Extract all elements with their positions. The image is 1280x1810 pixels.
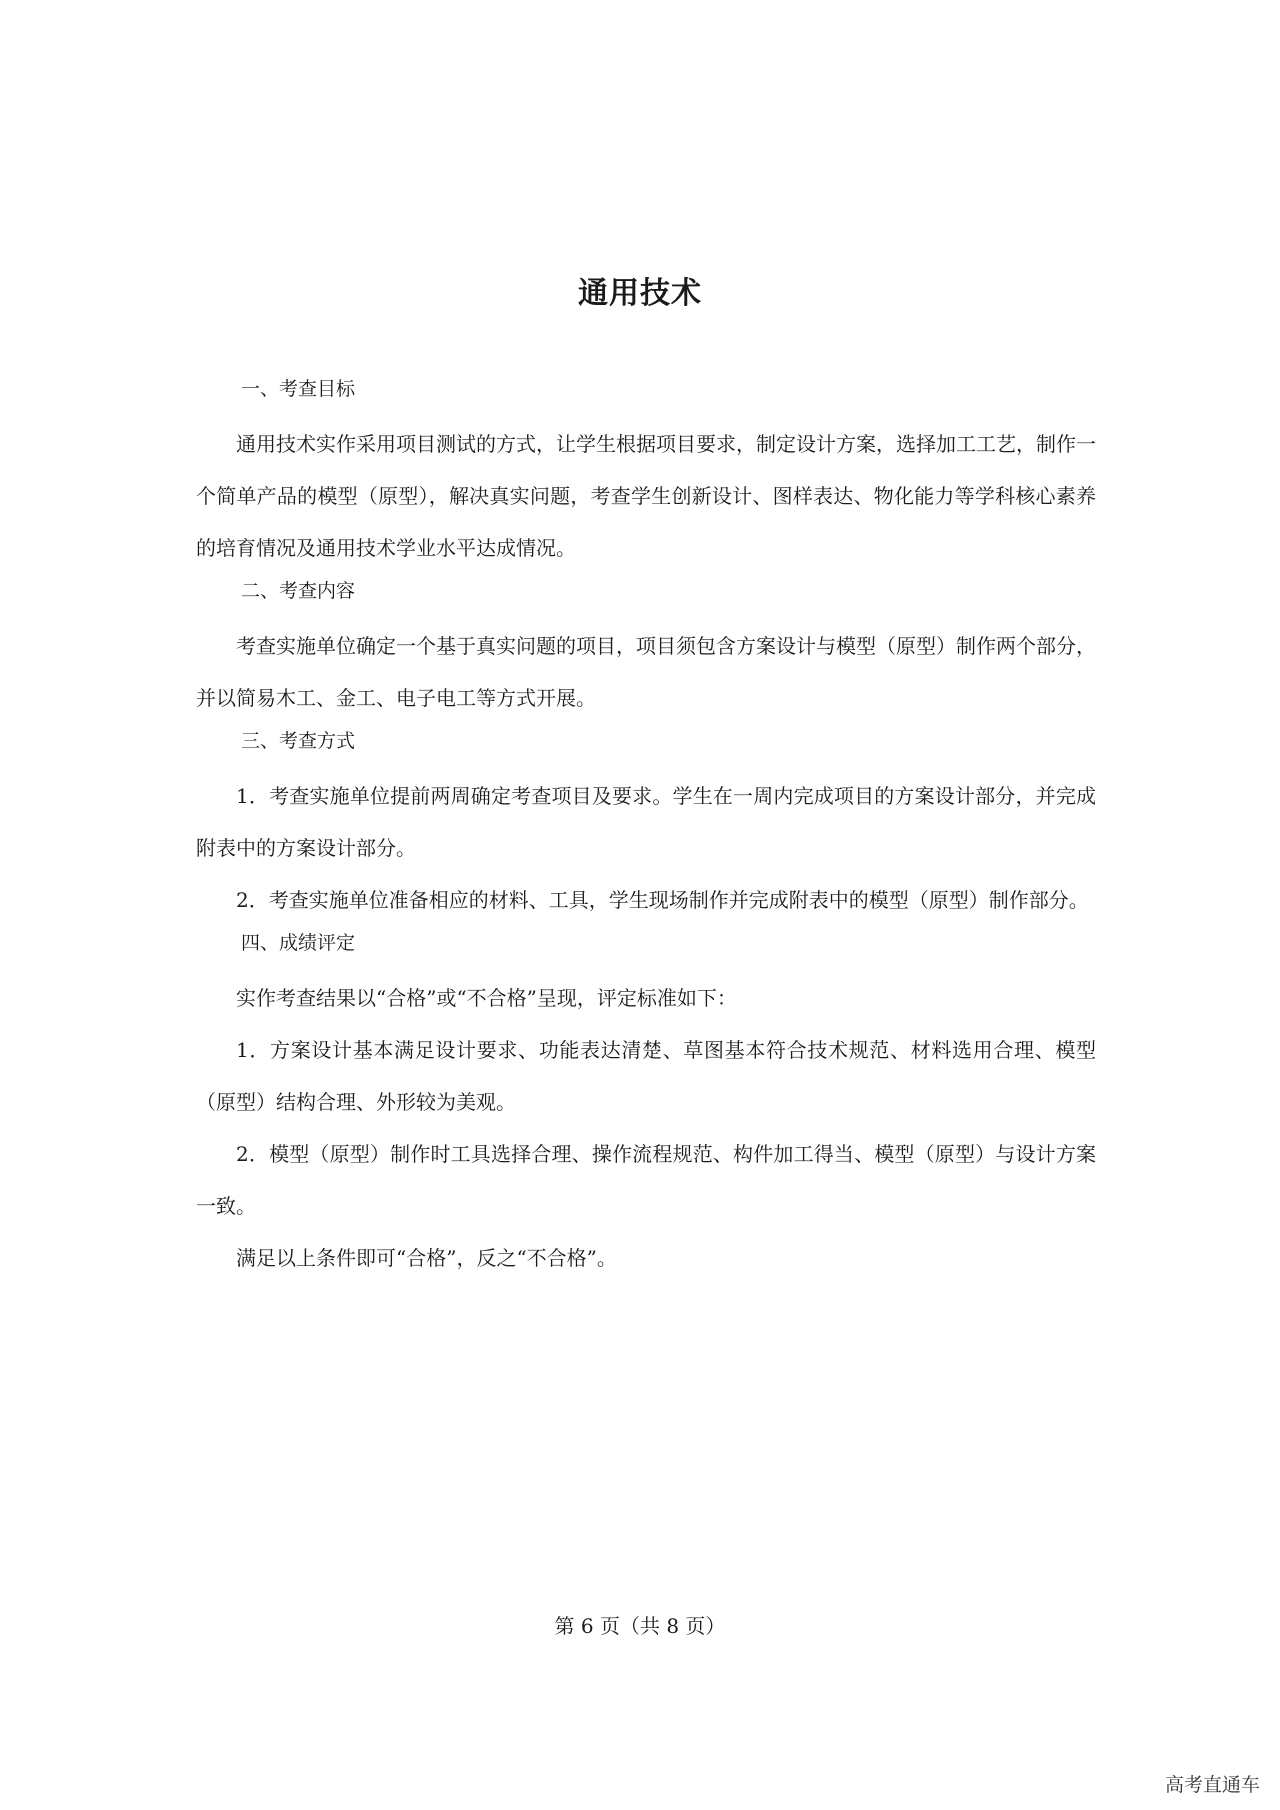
section-heading: 一、考查目标 <box>241 378 356 400</box>
paragraph: 1．方案设计基本满足设计要求、功能表达清楚、草图基本符合技术规范、材料选用合理、模型（原型）结构合理、外形较为美观。 <box>196 1038 1096 1114</box>
page-number: 第 6 页（共 8 页） <box>554 1614 726 1638</box>
paragraph: 实作考查结果以“合格”或“不合格”呈现，评定标准如下： <box>236 986 737 1010</box>
paragraph: 满足以上条件即可“合格”，反之“不合格”。 <box>236 1246 617 1270</box>
paragraph: 2．模型（原型）制作时工具选择合理、操作流程规范、构件加工得当、模型（原型）与设计方案一致。 <box>196 1142 1096 1218</box>
section-heading: 二、考查内容 <box>241 580 356 602</box>
section-heading: 三、考查方式 <box>241 730 356 752</box>
section-grading <box>196 926 1096 1284</box>
section-heading: 四、成绩评定 <box>241 932 356 954</box>
paragraph: 1．考查实施单位提前两周确定考查项目及要求。学生在一周内完成项目的方案设计部分，并完成附表中的方案设计部分。 <box>196 784 1096 860</box>
watermark: 高考直通车 <box>1164 1774 1260 1796</box>
section-method <box>196 724 1096 926</box>
document-body <box>196 372 1096 1284</box>
paragraph: 2．考查实施单位准备相应的材料、工具，学生现场制作并完成附表中的模型（原型）制作部分。 <box>236 888 1089 912</box>
paragraph: 通用技术实作采用项目测试的方式，让学生根据项目要求，制定设计方案，选择加工工艺，制作一个简单产品的模型（原型），解决真实问题，考查学生创新设计、图样表达、物化能力等学科核心素养的培育情况及通用技术学业水平达成情况。 <box>196 432 1096 560</box>
section-objectives <box>196 372 1096 574</box>
document-title: 通用技术 <box>578 276 702 311</box>
paragraph: 考查实施单位确定一个基于真实问题的项目，项目须包含方案设计与模型（原型）制作两个部分，并以简易木工、金工、电子电工等方式开展。 <box>196 634 1096 710</box>
section-content <box>196 574 1096 724</box>
